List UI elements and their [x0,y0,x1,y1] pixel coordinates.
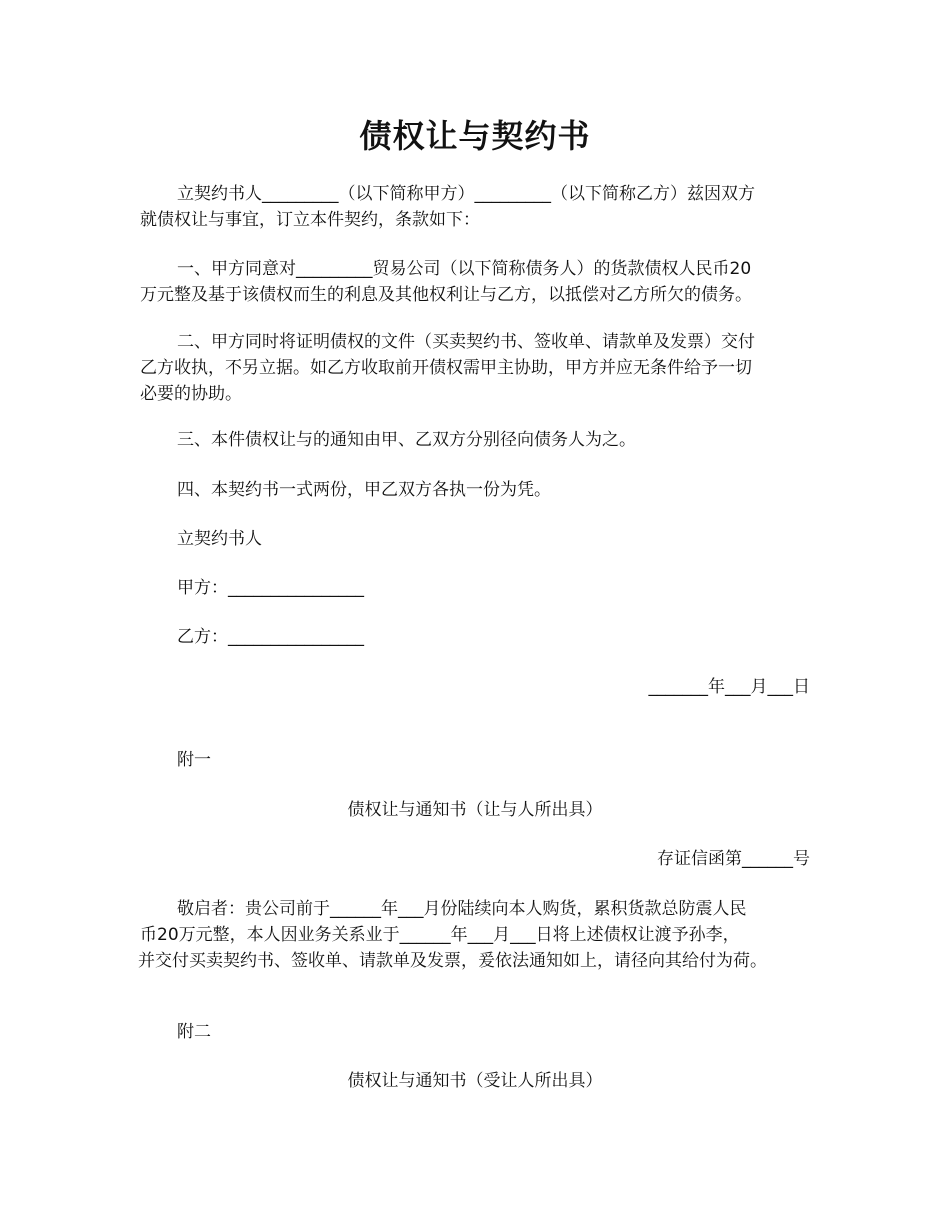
intro-line: 就债权让与事宜，订立本件契约，条款如下： [140,210,480,230]
clause-3-line: 三、本件债权让与的通知由甲、乙双方分别径向债务人为之。 [177,430,636,450]
intro-paragraph [140,181,820,233]
clause-1-line: 万元整及基于该债权而生的利息及其他权利让与乙方，以抵偿对乙方所欠的债务。 [140,285,752,305]
appendix-2-label-text: 附二 [177,1022,211,1042]
clause-2 [140,329,820,407]
clause-2-line: 二、甲方同时将证明债权的文件（买卖契约书、签收单、请款单及发票）交付 [177,332,755,352]
clause-1 [140,256,820,308]
intro-line: 立契约书人_________（以下简称甲方）_________（以下简称乙方）兹因双方 [177,184,755,204]
appendix-1-body [140,896,820,974]
appendix-1-label [140,747,820,773]
appendix-1-title: 债权让与通知书（让与人所出具） [347,800,603,820]
appendix-2-title: 债权让与通知书（受让人所出具） [347,1071,603,1091]
party-a-signature [140,575,820,601]
appendix-2-label [140,1019,820,1045]
party-b-text: 乙方：________________ [177,627,364,647]
appendix-1-reference: 存证信函第______号 [657,849,810,869]
party-b-signature [140,624,820,650]
party-a-text: 甲方：________________ [177,578,364,598]
clause-4 [140,477,820,503]
appendix-1-body-line: 敬启者：贵公司前于______年___月份陆续向本人购货，累积货款总防震人民 [177,899,747,919]
signing-date: _______年___月___日 [648,677,810,697]
clause-3 [140,427,820,453]
clause-1-line: 一、甲方同意对_________贸易公司（以下简称债务人）的货款债权人民币20 [177,259,752,279]
appendix-1-body-line: 并交付买卖契约书、签收单、请款单及发票，爰依法通知如上，请径向其给付为荷。 [138,951,767,971]
signatories-label [140,526,820,552]
clause-2-line: 必要的协助。 [140,384,242,404]
clause-4-line: 四、本契约书一式两份，甲乙双方各执一份为凭。 [177,480,551,500]
appendix-1-label-text: 附一 [177,750,211,770]
clause-2-line: 乙方收执，不另立据。如乙方收取前开债权需甲主协助，甲方并应无条件给予一切 [140,358,752,378]
appendix-1-body-line: 币20万元整，本人因业务关系业于______年___月___日将上述债权让渡予孙李， [140,925,740,945]
signatories-label-text: 立契约书人 [177,529,262,549]
document-title: 债权让与契约书 [359,117,591,155]
